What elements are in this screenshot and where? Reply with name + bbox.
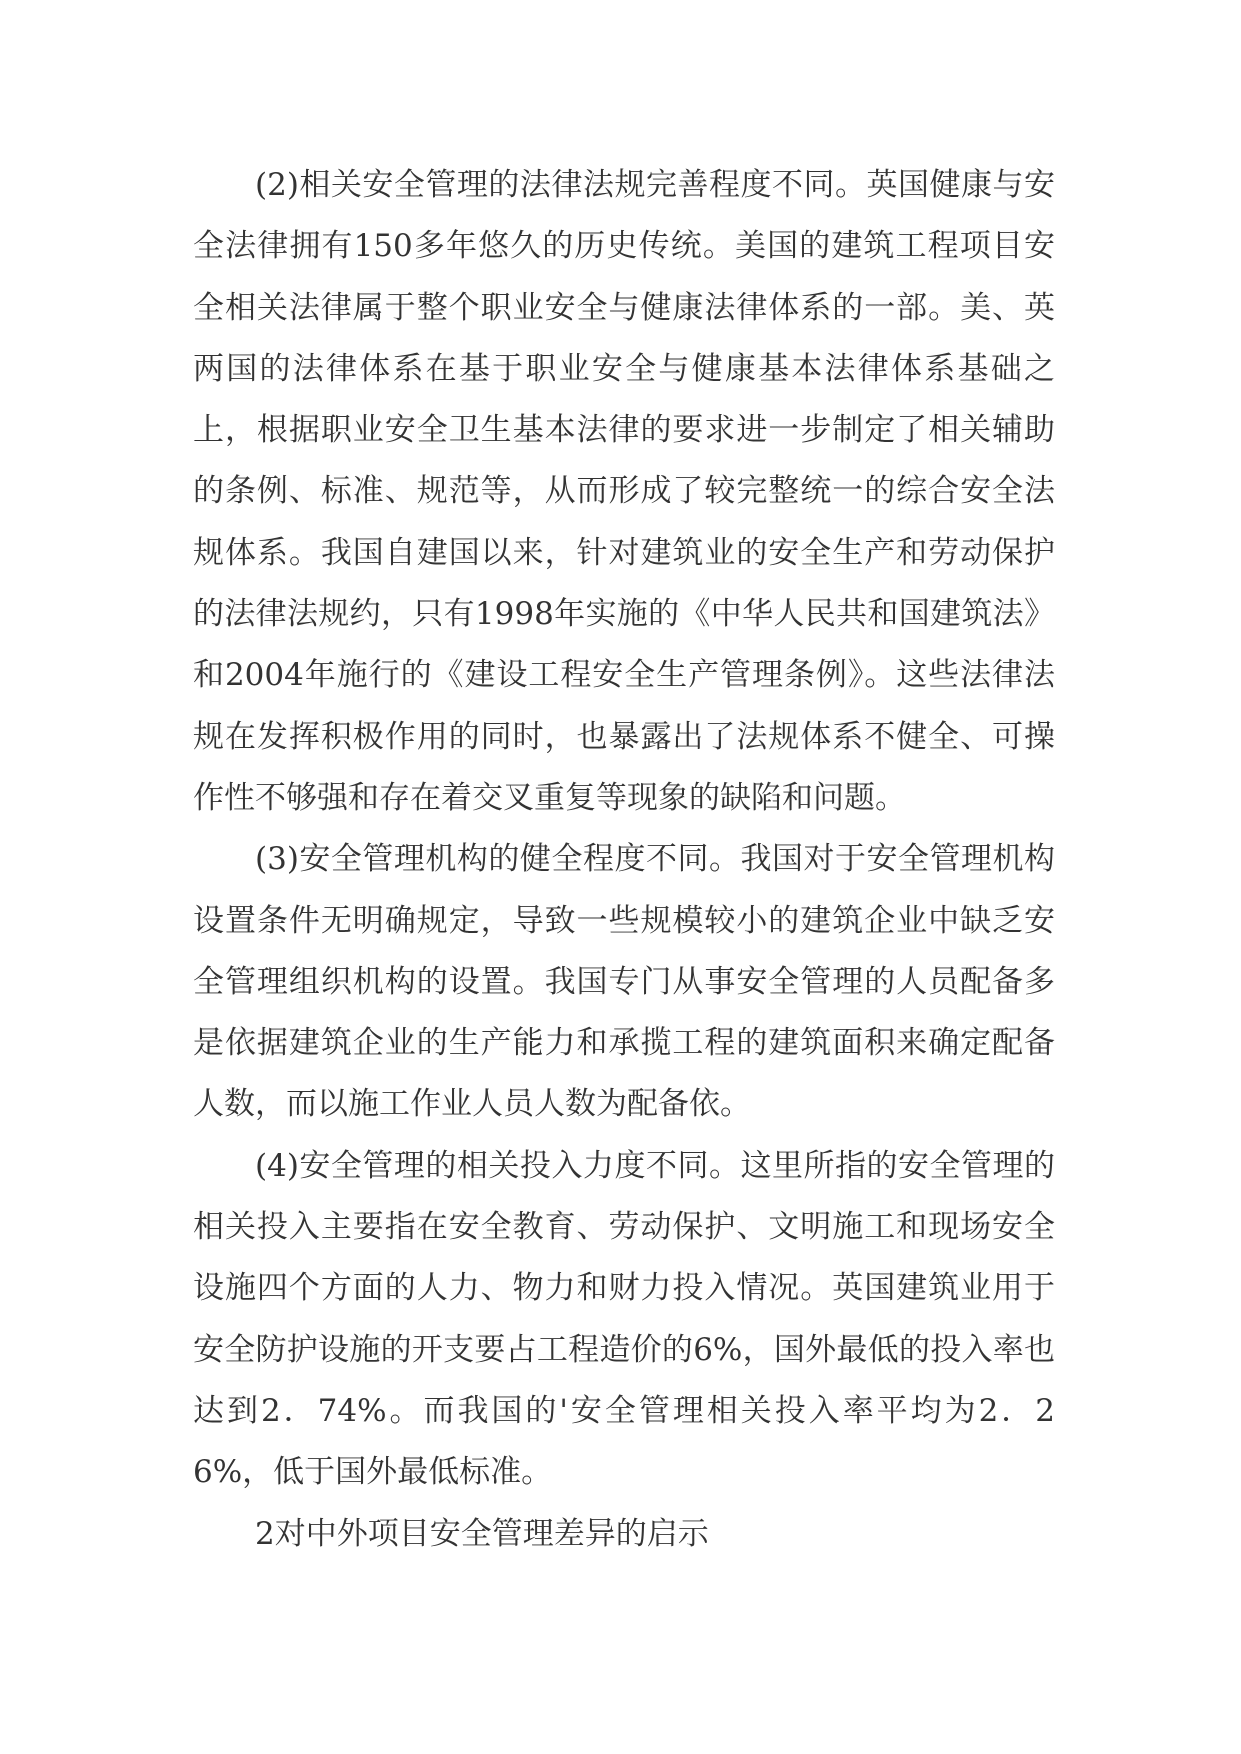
paragraph-management-agencies: (3)安全管理机构的健全程度不同。我国对于安全管理机构设置条件无明确规定，导致一些规模较小的建筑企业中缺乏安全管理组织机构的设置。我国专门从事安全管理的人员配备多是依据建筑企业的生产能力和承揽工程的建筑面积来确定配备人数，而以施工作业人员人数为配备依。 bbox=[193, 841, 1055, 1123]
document-body bbox=[193, 155, 1055, 1565]
section-heading: 2对中外项目安全管理差异的启示 bbox=[255, 1515, 709, 1552]
paragraph-legal-framework: (2)相关安全管理的法律法规完善程度不同。英国健康与安全法律拥有150多年悠久的历史传统。美国的建筑工程项目安全相关法律属于整个职业安全与健康法律体系的一部。美、英两国的法律体系在基于职业安全与健康基本法律体系基础之上，根据职业安全卫生基本法律的要求进一步制定了相关辅助的条例、标准、规范等，从而形成了较完整统一的综合安全法规体系。我国自建国以来，针对建筑业的安全生产和劳动保护的法律法规约，只有1998年实施的《中华人民共和国建筑法》和2004年施行的《建设工程安全生产管理条例》。这些法律法规在发挥积极作用的同时，也暴露出了法规体系不健全、可操作性不够强和存在着交叉重复等现象的缺陷和问题。 bbox=[193, 167, 1055, 816]
paragraph-safety-investment: (4)安全管理的相关投入力度不同。这里所指的安全管理的相关投入主要指在安全教育、劳动保护、文明施工和现场安全设施四个方面的人力、物力和财力投入情况。英国建筑业用于安全防护设施的开支要占工程造价的6%，国外最低的投入率也达到2．74%。而我国的'安全管理相关投入率平均为2．26%，低于国外最低标准。 bbox=[193, 1147, 1055, 1491]
